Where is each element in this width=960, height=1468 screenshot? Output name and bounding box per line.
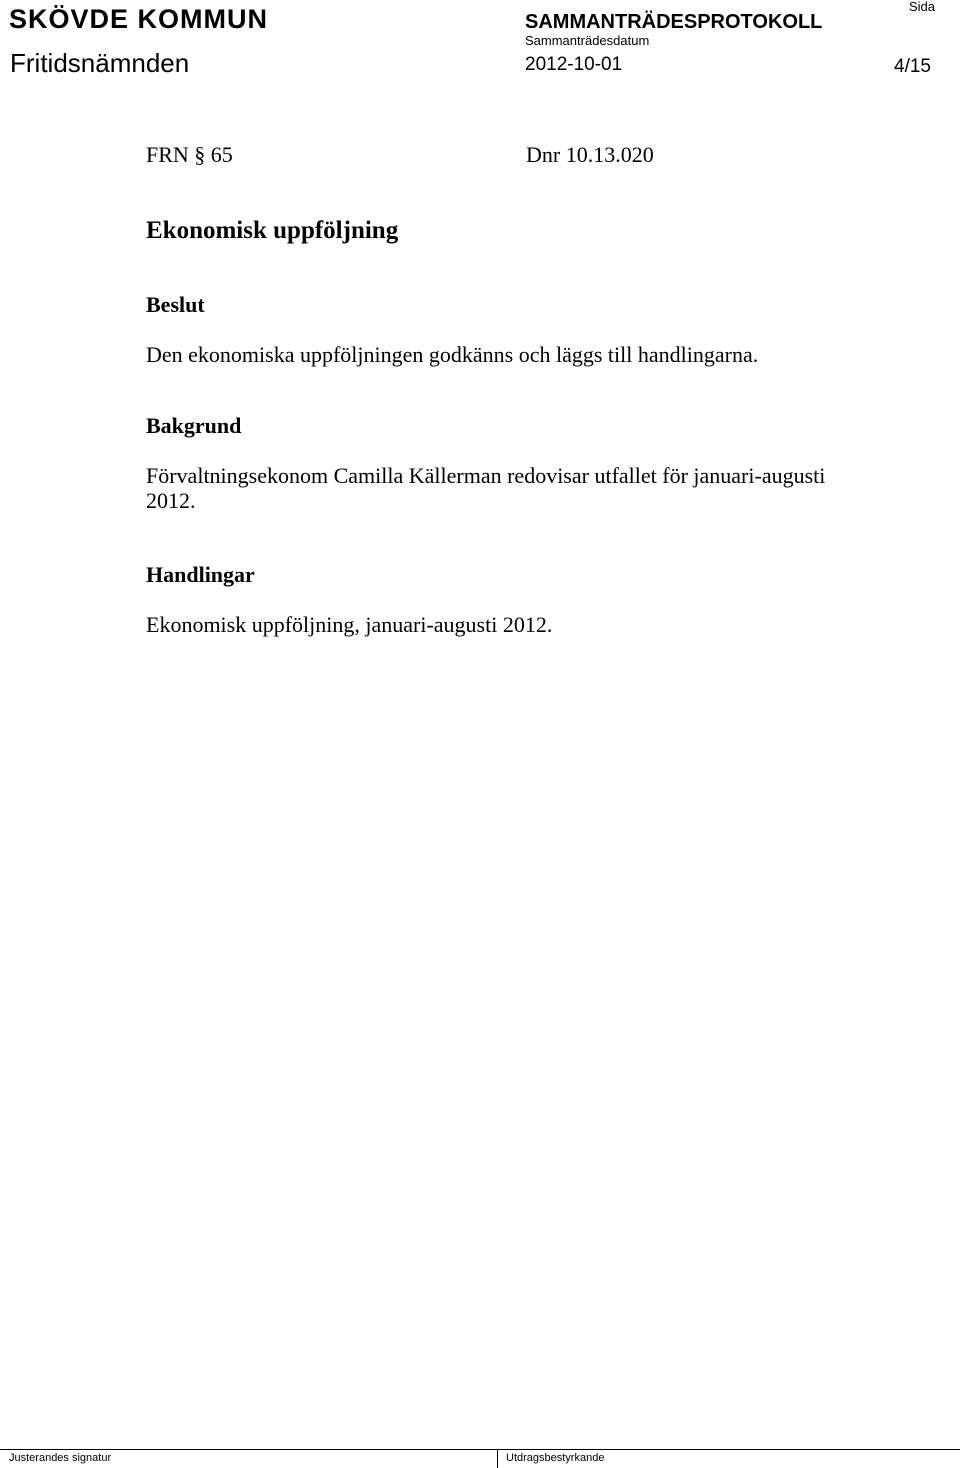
committee-name: Fritidsnämnden — [10, 48, 190, 78]
documents-heading: Handlingar — [146, 562, 255, 587]
decision-text: Den ekonomiska uppföljningen godkänns och läggs till handlingarna. — [146, 342, 759, 367]
documents-text: Ekonomisk uppföljning, januari-augusti 2012. — [146, 612, 553, 637]
signature-label: Justerandes signatur — [9, 1452, 112, 1464]
meeting-date: 2012-10-01 — [525, 54, 623, 75]
protocol-title: SAMMANTRÄDESPROTOKOLL — [525, 11, 823, 33]
meeting-date-label: Sammanträdesdatum — [525, 33, 650, 48]
diary-number: Dnr 10.13.020 — [526, 142, 654, 167]
background-text: Förvaltningsekonom Camilla Källerman redovisar utfallet för januari-augusti 2012. — [146, 463, 826, 513]
background-heading: Bakgrund — [146, 413, 242, 438]
page-label: Sida — [909, 0, 936, 14]
footer-divider — [497, 1449, 498, 1468]
decision-heading: Beslut — [146, 292, 205, 317]
page-number: 4/15 — [894, 56, 931, 77]
municipality-logo: SKÖVDE KOMMUN — [9, 4, 269, 34]
footer-rule — [0, 1449, 960, 1450]
case-number: FRN § 65 — [146, 142, 233, 167]
page-title: Ekonomisk uppföljning — [146, 217, 399, 244]
extract-label: Utdragsbestyrkande — [506, 1452, 605, 1464]
